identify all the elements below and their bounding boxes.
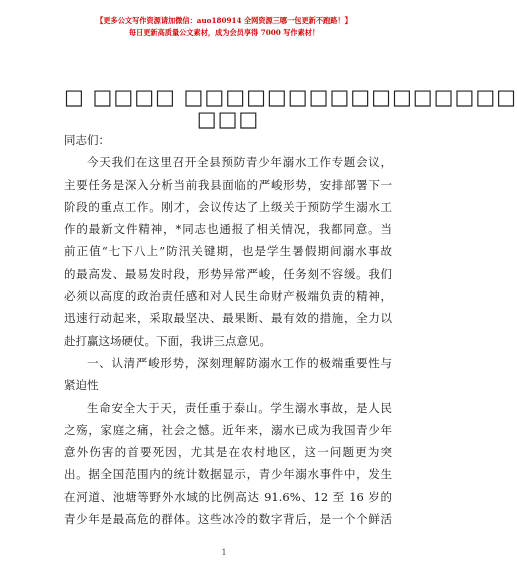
salutation: 同志们： <box>64 133 110 147</box>
section-heading-cont: 紧迫性 <box>64 378 99 393</box>
document-body <box>64 129 392 530</box>
title-line-1: □ □□□□ □□□□□□□□□□□□□□□□ <box>64 85 517 109</box>
title-line-2: □□□ <box>196 107 260 132</box>
body-line: 主要任务是深入分析当前我县面临的严峻形势，安排部署下一 <box>64 177 392 192</box>
body-line: 阶段的重点工作。刚才，会议传达了上级关于预防学生溺水工 <box>64 199 392 214</box>
body-line: 意外伤害的首要死因，尤其是在农村地区，这一问题更为突 <box>64 445 392 460</box>
body-line: 在河道、池塘等野外水域的比例高达 91.6%、12 至 16 岁的 <box>64 489 392 504</box>
promo-banner-line-1: 【更多公文写作资源请加微信：auo180914 全网资源三哪一包更新不跑路！】 <box>96 16 352 25</box>
body-line: 赴打赢这场硬仗。下面，我讲三点意见。 <box>64 333 271 348</box>
promo-banner-line-2: 每日更新高质量公文素材，成为会员享得 7000 写作素材！ <box>128 28 320 37</box>
document-title <box>64 85 517 132</box>
body-line: 必须以高度的政治责任感和对人民生命财产极端负责的精神， <box>64 289 392 304</box>
body-line: 今天我们在这里召开全县预防青少年溺水工作专题会议， <box>87 155 392 170</box>
body-line: 生命安全大于天，责任重于泰山。学生溺水事故，是人民 <box>87 400 392 415</box>
body-line: 前正值“七下八上”防汛关键期，也是学生暑假期间溺水事故 <box>64 244 392 259</box>
body-line: 之殇，家庭之痛，社会之憾。近年来，溺水已成为我国青少年 <box>64 422 392 437</box>
section-heading: 一、认清严峻形势，深刻理解防溺水工作的极端重要性与 <box>87 355 392 370</box>
page-number: 1 <box>221 548 227 557</box>
body-line: 迅速行动起来，采取最坚决、最果断、最有效的措施，全力以 <box>64 311 392 326</box>
body-line: 的最高发、最易发时段，形势异常严峻，任务刻不容缓。我们 <box>64 266 392 281</box>
body-line: 青少年是最高危的群体。这些冰冷的数字背后，是一个个鲜活 <box>64 512 392 527</box>
body-line: 出。据全国范围内的统计数据显示，青少年溺水事件中，发生 <box>64 467 392 482</box>
body-line: 作的最新文件精神，*同志也通报了相关情况，我都同意。当 <box>64 222 392 237</box>
